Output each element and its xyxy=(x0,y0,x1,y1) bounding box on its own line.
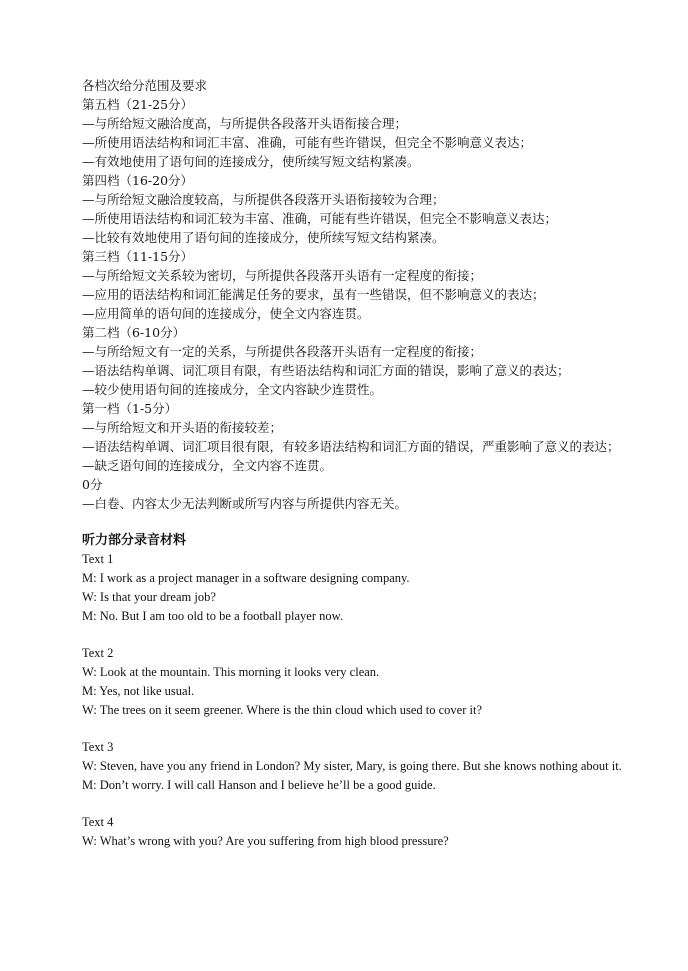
tier-label: 第四档（16-20分） xyxy=(82,173,194,188)
tier-criterion: —与所给短文融洽度较高，与所提供各段落开头语衔接较为合理； xyxy=(82,192,445,207)
tier-criterion: —应用的语法结构和词汇能满足任务的要求，虽有一些错误，但不影响意义的表达； xyxy=(82,287,545,302)
dialogue-line: W: Look at the mountain. This morning it looks very clean. xyxy=(82,665,380,679)
rubric-title: 各档次给分范围及要求 xyxy=(82,78,208,93)
dialogue-line: M: No. But I am too old to be a football player now. xyxy=(82,609,343,623)
tier-criterion: —缺乏语句间的连接成分，全文内容不连贯。 xyxy=(82,458,333,473)
tier-criterion: —与所给短文融洽度高，与所提供各段落开头语衔接合理； xyxy=(82,116,408,131)
dialogue-label: Text 1 xyxy=(82,552,114,566)
listening-section xyxy=(82,531,637,851)
tier-label: 第三档（11-15分） xyxy=(82,249,194,264)
dialogue-line: W: What’s wrong with you? Are you suffering from high blood pressure? xyxy=(82,834,449,848)
tier-label: 第一档（1-5分） xyxy=(82,401,178,416)
dialogue-line: W: Steven, have you any friend in London? My sister, Mary, is going there. But she knows nothing about it. xyxy=(82,759,622,773)
tier-criterion: —与所给短文关系较为密切，与所提供各段落开头语有一定程度的衔接； xyxy=(82,268,483,283)
tier-criterion: —所使用语法结构和词汇丰富、准确，可能有些许错误，但完全不影响意义表达； xyxy=(82,135,533,150)
tier-criterion: —语法结构单调、词汇项目有限，有些语法结构和词汇方面的错误，影响了意义的表达； xyxy=(82,363,570,378)
dialogue-line: W: Is that your dream job? xyxy=(82,590,216,604)
tier-criterion: —语法结构单调、词汇项目很有限，有较多语法结构和词汇方面的错误，严重影响了意义的表达； xyxy=(82,439,620,454)
tier-criterion: —与所给短文和开头语的衔接较差； xyxy=(82,420,283,435)
tier-criterion: —有效地使用了语句间的连接成分，使所续写短文结构紧凑。 xyxy=(82,154,420,169)
tier-label: 第五档（21-25分） xyxy=(82,97,194,112)
dialogue-line: M: Don’t worry. I will call Hanson and I believe he’ll be a good guide. xyxy=(82,778,436,792)
document-page xyxy=(82,76,637,851)
listening-heading: 听力部分录音材料 xyxy=(82,533,187,548)
scoring-rubric xyxy=(82,76,637,513)
tier-criterion: —所使用语法结构和词汇较为丰富、准确，可能有些许错误，但完全不影响意义表达； xyxy=(82,211,558,226)
tier-criterion: —与所给短文有一定的关系，与所提供各段落开头语有一定程度的衔接； xyxy=(82,344,483,359)
dialogue-label: Text 4 xyxy=(82,815,114,829)
tier-criterion: —白卷、内容太少无法判断或所写内容与所提供内容无关。 xyxy=(82,496,408,511)
tier-criterion: —应用简单的语句间的连接成分，使全文内容连贯。 xyxy=(82,306,370,321)
dialogue-line: W: The trees on it seem greener. Where is the thin cloud which used to cover it? xyxy=(82,703,482,717)
dialogue-line: M: Yes, not like usual. xyxy=(82,684,195,698)
dialogue-label: Text 2 xyxy=(82,646,114,660)
dialogue-label: Text 3 xyxy=(82,740,114,754)
tier-criterion: —比较有效地使用了语句间的连接成分，使所续写短文结构紧凑。 xyxy=(82,230,445,245)
tier-label: 0分 xyxy=(82,477,103,492)
tier-criterion: —较少使用语句间的连接成分，全文内容缺少连贯性。 xyxy=(82,382,383,397)
tier-label: 第二档（6-10分） xyxy=(82,325,186,340)
dialogue-line: M: I work as a project manager in a software designing company. xyxy=(82,571,410,585)
